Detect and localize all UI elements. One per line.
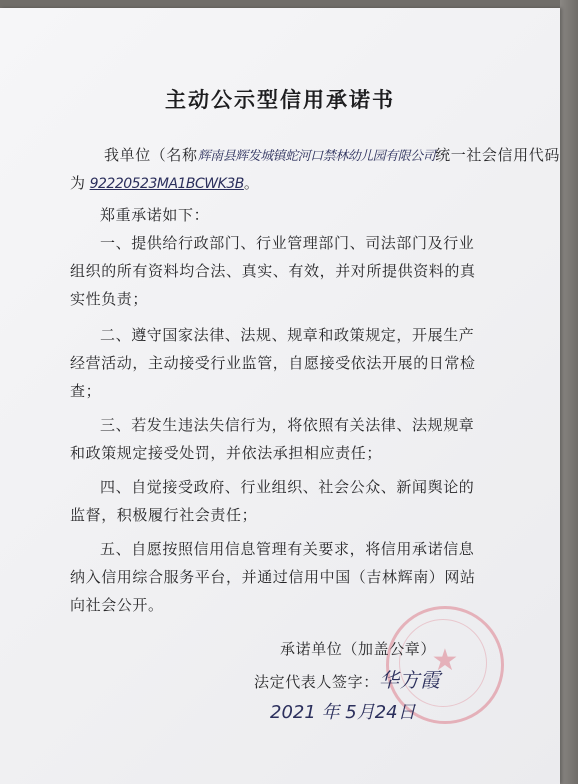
paragraph-text: 二、遵守国家法律、法规、规章和政策规定，开展生产 <box>100 326 475 344</box>
paragraph-text: 向社会公开。 <box>70 596 164 614</box>
paragraph-text: 查； <box>70 382 102 400</box>
paragraph-text: 纳入信用综合服务平台，并通过信用中国（吉林辉南）网站 <box>70 568 476 586</box>
paragraph-text: 组织的所有资料均合法、真实、有效，并对所提供资料的真 <box>70 262 476 280</box>
legal-rep-line <box>254 664 512 693</box>
paragraph-line <box>70 260 512 281</box>
seal-star-icon: ★ <box>431 643 459 678</box>
document-title: 主动公示型信用承诺书 <box>165 87 395 112</box>
paragraph-line <box>70 288 512 309</box>
intro-line-1 <box>70 144 560 165</box>
legal-rep-label: 法定代表人签字： <box>254 673 379 691</box>
paragraph-line <box>70 442 512 463</box>
paragraph-text: 一、提供给行政部门、行业管理部门、司法部门及行业 <box>100 234 475 252</box>
paragraph-line <box>70 324 512 345</box>
document-paper <box>0 8 560 784</box>
paragraph-line <box>70 566 512 587</box>
promisor-line <box>280 638 512 659</box>
paragraph-line <box>70 504 512 525</box>
paragraph-line <box>70 538 512 559</box>
intro-line-2 <box>70 172 512 193</box>
background-edge <box>560 0 578 784</box>
paragraph-text: 实性负责； <box>70 290 149 308</box>
date-handwriting: 2021 年 5月24日 <box>270 702 416 723</box>
intro-suffix: 统一社会信用代码 <box>435 146 560 164</box>
commit-heading <box>70 204 512 225</box>
paragraph-line <box>70 476 512 497</box>
credit-code-handwriting: 92220523MA1BCWK3B <box>89 176 244 192</box>
paragraph-text: 四、自觉接受政府、行业组织、社会公众、新闻舆论的 <box>100 478 475 496</box>
signature-handwriting: 华方霞 <box>378 668 441 692</box>
paragraph-text: 和政策规定接受处罚，并依法承担相应责任； <box>70 444 383 462</box>
paragraph-text: 三、若发生违法失信行为，将依照有关法律、法规规章 <box>100 416 475 434</box>
paragraph-line <box>70 414 512 435</box>
paragraph-text: 五、自愿按照信用信息管理有关要求，将信用承诺信息 <box>100 540 475 558</box>
unit-name-handwriting: 辉南县辉发城镇蛇河口禁林幼儿园有限公司 <box>197 149 436 164</box>
paragraph-text: 监督，积极履行社会责任； <box>70 506 258 524</box>
paragraph-text: 经营活动，主动接受行业监管，自愿接受依法开展的日常检 <box>70 354 476 372</box>
paragraph-line <box>70 232 512 253</box>
paragraph-line <box>70 380 512 401</box>
paragraph-line <box>70 352 512 373</box>
credit-code-prefix: 为 <box>70 174 86 192</box>
promisor-label: 承诺单位（加盖公章） <box>280 640 437 658</box>
intro-prefix: 我单位（名称 <box>104 146 198 164</box>
credit-code-suffix: 。 <box>243 174 260 192</box>
commit-heading-text: 郑重承诺如下： <box>100 206 210 224</box>
